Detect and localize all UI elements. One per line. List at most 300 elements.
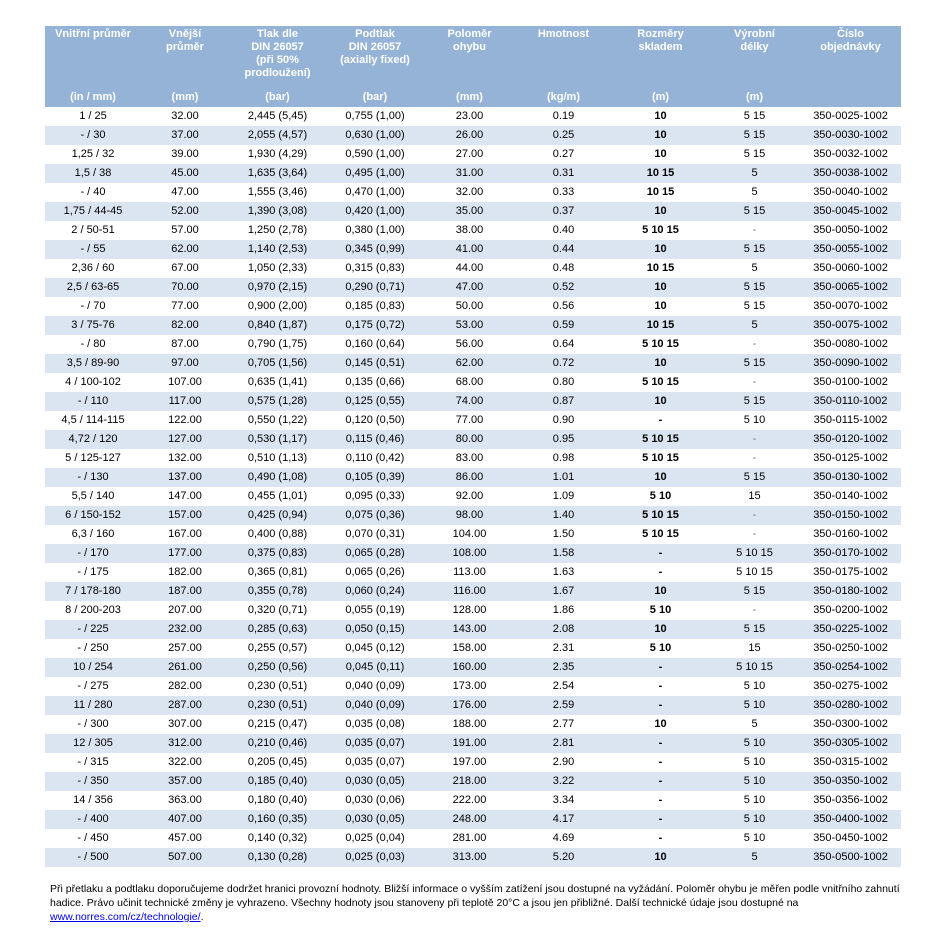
- table-cell: 350-0032-1002: [800, 145, 901, 164]
- table-cell: 0.59: [515, 316, 612, 335]
- table-cell: 0,160 (0,64): [326, 335, 424, 354]
- table-cell: 350-0030-1002: [800, 126, 901, 145]
- table-row: [45, 810, 901, 829]
- table-cell: 2.77: [515, 715, 612, 734]
- table-row: [45, 601, 901, 620]
- table-cell: 0,590 (1,00): [326, 145, 424, 164]
- table-cell: 350-0254-1002: [800, 658, 901, 677]
- table-cell: 350-0055-1002: [800, 240, 901, 259]
- table-cell: 0,255 (0,57): [229, 639, 326, 658]
- table-cell: 3.34: [515, 791, 612, 810]
- table-cell: -: [612, 677, 709, 696]
- table-cell: 187.00: [141, 582, 229, 601]
- table-cell: 5 10: [709, 411, 800, 430]
- table-cell: 350-0400-1002: [800, 810, 901, 829]
- table-cell: 15: [709, 487, 800, 506]
- table-cell: - / 350: [45, 772, 141, 791]
- table-cell: 0,900 (2,00): [229, 297, 326, 316]
- table-cell: 0,230 (0,51): [229, 696, 326, 715]
- table-cell: 5 15: [709, 620, 800, 639]
- table-cell: 45.00: [141, 164, 229, 183]
- table-cell: 2,055 (4,57): [229, 126, 326, 145]
- table-cell: 1,635 (3,64): [229, 164, 326, 183]
- table-cell: - / 250: [45, 639, 141, 658]
- column-unit: (m): [612, 88, 709, 107]
- table-cell: 0.19: [515, 107, 612, 126]
- table-cell: 5: [709, 715, 800, 734]
- table-row: [45, 449, 901, 468]
- table-cell: 74.00: [424, 392, 515, 411]
- table-cell: 0,205 (0,45): [229, 753, 326, 772]
- table-cell: 0,045 (0,11): [326, 658, 424, 677]
- table-cell: 0,185 (0,83): [326, 297, 424, 316]
- table-cell: 5,5 / 140: [45, 487, 141, 506]
- table-cell: 77.00: [141, 297, 229, 316]
- table-cell: 0,790 (1,75): [229, 335, 326, 354]
- table-cell: 350-0280-1002: [800, 696, 901, 715]
- table-row: [45, 848, 901, 867]
- table-cell: 0,135 (0,66): [326, 373, 424, 392]
- table-cell: 0.25: [515, 126, 612, 145]
- table-cell: 5 15: [709, 126, 800, 145]
- table-cell: 350-0070-1002: [800, 297, 901, 316]
- table-cell: 10: [612, 392, 709, 411]
- table-cell: 5 15: [709, 297, 800, 316]
- table-cell: 0,120 (0,50): [326, 411, 424, 430]
- table-cell: 307.00: [141, 715, 229, 734]
- table-cell: 0,110 (0,42): [326, 449, 424, 468]
- table-cell: - / 225: [45, 620, 141, 639]
- table-cell: 3,5 / 89-90: [45, 354, 141, 373]
- column-unit: (mm): [424, 88, 515, 107]
- table-cell: 350-0038-1002: [800, 164, 901, 183]
- table-cell: 132.00: [141, 449, 229, 468]
- table-cell: 5 10 15: [612, 525, 709, 544]
- table-cell: 128.00: [424, 601, 515, 620]
- table-row: [45, 373, 901, 392]
- table-cell: 2.35: [515, 658, 612, 677]
- table-row: [45, 335, 901, 354]
- table-cell: 0.87: [515, 392, 612, 411]
- table-cell: 5 15: [709, 240, 800, 259]
- table-cell: 0,185 (0,40): [229, 772, 326, 791]
- table-cell: 5: [709, 259, 800, 278]
- table-cell: 0,180 (0,40): [229, 791, 326, 810]
- table-cell: 1,25 / 32: [45, 145, 141, 164]
- table-cell: 10: [612, 126, 709, 145]
- table-cell: 507.00: [141, 848, 229, 867]
- table-cell: - / 300: [45, 715, 141, 734]
- table-cell: 57.00: [141, 221, 229, 240]
- table-cell: 0,035 (0,07): [326, 734, 424, 753]
- table-row: [45, 240, 901, 259]
- table-cell: 0,575 (1,28): [229, 392, 326, 411]
- table-cell: 10: [612, 278, 709, 297]
- table-cell: 350-0250-1002: [800, 639, 901, 658]
- table-cell: 350-0110-1002: [800, 392, 901, 411]
- table-cell: 160.00: [424, 658, 515, 677]
- table-cell: 0,840 (1,87): [229, 316, 326, 335]
- table-cell: 98.00: [424, 506, 515, 525]
- technology-link[interactable]: www.norres.com/cz/technologie/: [50, 911, 201, 923]
- table-cell: 10: [612, 620, 709, 639]
- table-cell: 0,250 (0,56): [229, 658, 326, 677]
- table-cell: 1.40: [515, 506, 612, 525]
- table-cell: 50.00: [424, 297, 515, 316]
- table-cell: - / 110: [45, 392, 141, 411]
- table-cell: 0,315 (0,83): [326, 259, 424, 278]
- table-cell: 350-0090-1002: [800, 354, 901, 373]
- table-cell: 0.95: [515, 430, 612, 449]
- units-row: [45, 88, 901, 107]
- table-cell: 26.00: [424, 126, 515, 145]
- table-row: [45, 829, 901, 848]
- table-cell: 44.00: [424, 259, 515, 278]
- table-cell: 350-0315-1002: [800, 753, 901, 772]
- table-row: [45, 202, 901, 221]
- table-row: [45, 107, 901, 126]
- table-cell: 5 10: [709, 677, 800, 696]
- table-cell: 47.00: [424, 278, 515, 297]
- table-cell: 0,115 (0,46): [326, 430, 424, 449]
- table-cell: 5 15: [709, 145, 800, 164]
- table-cell: 5 10 15: [612, 373, 709, 392]
- table-cell: 5: [709, 848, 800, 867]
- table-cell: 197.00: [424, 753, 515, 772]
- table-cell: 0,055 (0,19): [326, 601, 424, 620]
- table-cell: 5 10: [709, 791, 800, 810]
- table-cell: 5 10 15: [709, 563, 800, 582]
- table-cell: 10 15: [612, 316, 709, 335]
- column-header: Tlak dle DIN 26057 (při 50% prodloužení): [229, 26, 326, 88]
- spec-sheet: [45, 26, 901, 867]
- table-cell: -: [709, 373, 800, 392]
- table-cell: 23.00: [424, 107, 515, 126]
- table-cell: 222.00: [424, 791, 515, 810]
- table-cell: 2 / 50-51: [45, 221, 141, 240]
- table-cell: 1.09: [515, 487, 612, 506]
- table-cell: 0.56: [515, 297, 612, 316]
- table-cell: -: [709, 449, 800, 468]
- table-cell: -: [612, 563, 709, 582]
- footnote-end: .: [200, 911, 204, 923]
- table-cell: 207.00: [141, 601, 229, 620]
- table-cell: 0,355 (0,78): [229, 582, 326, 601]
- table-row: [45, 392, 901, 411]
- table-cell: 4.69: [515, 829, 612, 848]
- table-cell: 0,060 (0,24): [326, 582, 424, 601]
- table-cell: 5 10: [612, 639, 709, 658]
- table-cell: 32.00: [141, 107, 229, 126]
- table-cell: 15: [709, 639, 800, 658]
- table-cell: 92.00: [424, 487, 515, 506]
- table-cell: 2.54: [515, 677, 612, 696]
- table-cell: 1,930 (4,29): [229, 145, 326, 164]
- table-cell: 14 / 356: [45, 791, 141, 810]
- table-cell: 350-0305-1002: [800, 734, 901, 753]
- table-cell: 0,030 (0,05): [326, 772, 424, 791]
- table-cell: 0.48: [515, 259, 612, 278]
- table-cell: 350-0045-1002: [800, 202, 901, 221]
- table-cell: 0,215 (0,47): [229, 715, 326, 734]
- table-cell: 68.00: [424, 373, 515, 392]
- table-cell: 0,630 (1,00): [326, 126, 424, 145]
- table-row: [45, 658, 901, 677]
- table-body: [45, 107, 901, 867]
- table-cell: 5 10: [709, 772, 800, 791]
- table-cell: -: [709, 601, 800, 620]
- table-cell: 143.00: [424, 620, 515, 639]
- table-cell: 3 / 75-76: [45, 316, 141, 335]
- table-cell: - / 40: [45, 183, 141, 202]
- column-header: Vnitřní průměr: [45, 26, 141, 88]
- table-row: [45, 696, 901, 715]
- table-cell: -: [612, 772, 709, 791]
- table-cell: 0,425 (0,94): [229, 506, 326, 525]
- table-cell: -: [709, 506, 800, 525]
- table-row: [45, 639, 901, 658]
- table-cell: 1.58: [515, 544, 612, 563]
- table-cell: 1 / 25: [45, 107, 141, 126]
- table-row: [45, 316, 901, 335]
- table-cell: 0,380 (1,00): [326, 221, 424, 240]
- table-cell: 39.00: [141, 145, 229, 164]
- table-cell: 1.67: [515, 582, 612, 601]
- table-cell: 0,040 (0,09): [326, 696, 424, 715]
- table-cell: 0,230 (0,51): [229, 677, 326, 696]
- table-cell: 350-0500-1002: [800, 848, 901, 867]
- table-cell: 312.00: [141, 734, 229, 753]
- table-cell: 0,030 (0,06): [326, 791, 424, 810]
- table-cell: 83.00: [424, 449, 515, 468]
- table-cell: 10 15: [612, 183, 709, 202]
- table-cell: 0,030 (0,05): [326, 810, 424, 829]
- table-row: [45, 354, 901, 373]
- table-cell: 10 / 254: [45, 658, 141, 677]
- table-cell: 4,5 / 114-115: [45, 411, 141, 430]
- table-cell: 0.90: [515, 411, 612, 430]
- table-cell: 5 10 15: [612, 449, 709, 468]
- table-cell: 350-0175-1002: [800, 563, 901, 582]
- table-cell: 350-0300-1002: [800, 715, 901, 734]
- table-cell: -: [709, 335, 800, 354]
- table-cell: - / 275: [45, 677, 141, 696]
- table-cell: -: [709, 525, 800, 544]
- table-cell: 5 10: [612, 601, 709, 620]
- table-cell: 0,050 (0,15): [326, 620, 424, 639]
- table-cell: 0,040 (0,09): [326, 677, 424, 696]
- table-cell: 350-0100-1002: [800, 373, 901, 392]
- table-cell: 10: [612, 354, 709, 373]
- table-cell: 7 / 178-180: [45, 582, 141, 601]
- table-cell: 0,550 (1,22): [229, 411, 326, 430]
- table-cell: 0,470 (1,00): [326, 183, 424, 202]
- table-cell: 1,5 / 38: [45, 164, 141, 183]
- table-cell: 108.00: [424, 544, 515, 563]
- table-cell: 350-0450-1002: [800, 829, 901, 848]
- table-cell: 0,025 (0,04): [326, 829, 424, 848]
- table-cell: 0,145 (0,51): [326, 354, 424, 373]
- table-cell: 5 / 125-127: [45, 449, 141, 468]
- table-cell: 248.00: [424, 810, 515, 829]
- table-cell: 5: [709, 316, 800, 335]
- table-cell: 0.33: [515, 183, 612, 202]
- table-cell: 0.80: [515, 373, 612, 392]
- table-cell: 2.59: [515, 696, 612, 715]
- table-cell: 117.00: [141, 392, 229, 411]
- table-cell: 2,5 / 63-65: [45, 278, 141, 297]
- table-cell: 350-0275-1002: [800, 677, 901, 696]
- table-cell: - / 500: [45, 848, 141, 867]
- table-cell: 10: [612, 297, 709, 316]
- table-cell: -: [612, 734, 709, 753]
- table-row: [45, 544, 901, 563]
- table-cell: 218.00: [424, 772, 515, 791]
- table-cell: 11 / 280: [45, 696, 141, 715]
- table-cell: 2.81: [515, 734, 612, 753]
- table-cell: 5 15: [709, 468, 800, 487]
- table-cell: 0,530 (1,17): [229, 430, 326, 449]
- table-cell: - / 55: [45, 240, 141, 259]
- table-cell: 1,050 (2,33): [229, 259, 326, 278]
- table-cell: 0,160 (0,35): [229, 810, 326, 829]
- table-cell: 113.00: [424, 563, 515, 582]
- column-unit: (mm): [141, 88, 229, 107]
- table-cell: 0,455 (1,01): [229, 487, 326, 506]
- table-cell: 287.00: [141, 696, 229, 715]
- table-cell: 0.72: [515, 354, 612, 373]
- table-cell: 41.00: [424, 240, 515, 259]
- column-header: Výrobní délky: [709, 26, 800, 88]
- table-cell: 350-0040-1002: [800, 183, 901, 202]
- column-header: Rozměry skladem: [612, 26, 709, 88]
- table-cell: 0.31: [515, 164, 612, 183]
- table-cell: 350-0356-1002: [800, 791, 901, 810]
- table-cell: 3.22: [515, 772, 612, 791]
- table-cell: 10: [612, 468, 709, 487]
- table-cell: 363.00: [141, 791, 229, 810]
- table-row: [45, 753, 901, 772]
- table-cell: 0,345 (0,99): [326, 240, 424, 259]
- table-cell: 5 10: [709, 734, 800, 753]
- table-cell: 77.00: [424, 411, 515, 430]
- table-cell: -: [612, 791, 709, 810]
- table-cell: 0,290 (0,71): [326, 278, 424, 297]
- table-cell: 0,375 (0,83): [229, 544, 326, 563]
- table-cell: 5 10 15: [612, 430, 709, 449]
- table-cell: 0,035 (0,07): [326, 753, 424, 772]
- table-row: [45, 145, 901, 164]
- table-cell: -: [612, 544, 709, 563]
- table-cell: 350-0060-1002: [800, 259, 901, 278]
- table-cell: 10: [612, 202, 709, 221]
- table-cell: 10 15: [612, 259, 709, 278]
- table-cell: 4,72 / 120: [45, 430, 141, 449]
- table-cell: 0,070 (0,31): [326, 525, 424, 544]
- column-header: Poloměr ohybu: [424, 26, 515, 88]
- table-row: [45, 506, 901, 525]
- table-row: [45, 715, 901, 734]
- table-cell: 0,095 (0,33): [326, 487, 424, 506]
- table-cell: 0,065 (0,26): [326, 563, 424, 582]
- table-cell: 350-0050-1002: [800, 221, 901, 240]
- table-cell: 12 / 305: [45, 734, 141, 753]
- table-cell: 350-0350-1002: [800, 772, 901, 791]
- table-cell: 2,36 / 60: [45, 259, 141, 278]
- footnote: [50, 882, 900, 924]
- table-cell: 350-0065-1002: [800, 278, 901, 297]
- table-cell: 0,495 (1,00): [326, 164, 424, 183]
- table-cell: 158.00: [424, 639, 515, 658]
- table-cell: 127.00: [141, 430, 229, 449]
- table-row: [45, 164, 901, 183]
- table-cell: - / 130: [45, 468, 141, 487]
- table-row: [45, 278, 901, 297]
- table-row: [45, 183, 901, 202]
- table-cell: 4.17: [515, 810, 612, 829]
- table-cell: 5 10 15: [612, 506, 709, 525]
- table-cell: 176.00: [424, 696, 515, 715]
- table-cell: 10: [612, 848, 709, 867]
- table-cell: 350-0025-1002: [800, 107, 901, 126]
- table-cell: 350-0225-1002: [800, 620, 901, 639]
- table-cell: 6 / 150-152: [45, 506, 141, 525]
- table-cell: 407.00: [141, 810, 229, 829]
- table-cell: 56.00: [424, 335, 515, 354]
- table-cell: 2.31: [515, 639, 612, 658]
- column-header: Číslo objednávky: [800, 26, 901, 88]
- table-row: [45, 582, 901, 601]
- table-cell: 5 15: [709, 278, 800, 297]
- table-cell: 27.00: [424, 145, 515, 164]
- table-cell: - / 175: [45, 563, 141, 582]
- table-cell: 0,285 (0,63): [229, 620, 326, 639]
- table-cell: 97.00: [141, 354, 229, 373]
- table-cell: 0.52: [515, 278, 612, 297]
- table-cell: 5: [709, 183, 800, 202]
- table-cell: -: [612, 810, 709, 829]
- table-cell: - / 80: [45, 335, 141, 354]
- table-row: [45, 734, 901, 753]
- table-cell: 173.00: [424, 677, 515, 696]
- table-cell: 0,705 (1,56): [229, 354, 326, 373]
- table-cell: 0,140 (0,32): [229, 829, 326, 848]
- table-cell: 0,130 (0,28): [229, 848, 326, 867]
- table-cell: 5 10: [709, 696, 800, 715]
- table-cell: 0,635 (1,41): [229, 373, 326, 392]
- table-cell: 87.00: [141, 335, 229, 354]
- table-cell: 116.00: [424, 582, 515, 601]
- table-cell: 257.00: [141, 639, 229, 658]
- table-cell: 350-0150-1002: [800, 506, 901, 525]
- table-cell: 0,510 (1,13): [229, 449, 326, 468]
- column-unit: (bar): [229, 88, 326, 107]
- table-cell: 0,075 (0,36): [326, 506, 424, 525]
- table-cell: 0,970 (2,15): [229, 278, 326, 297]
- table-row: [45, 126, 901, 145]
- table-cell: 157.00: [141, 506, 229, 525]
- table-cell: 5: [709, 164, 800, 183]
- column-unit: (bar): [326, 88, 424, 107]
- table-cell: 10: [612, 582, 709, 601]
- column-header: Vnější průměr: [141, 26, 229, 88]
- table-cell: 35.00: [424, 202, 515, 221]
- table-cell: -: [612, 658, 709, 677]
- table-cell: 5.20: [515, 848, 612, 867]
- table-cell: 31.00: [424, 164, 515, 183]
- table-cell: 0,035 (0,08): [326, 715, 424, 734]
- table-cell: 5 15: [709, 582, 800, 601]
